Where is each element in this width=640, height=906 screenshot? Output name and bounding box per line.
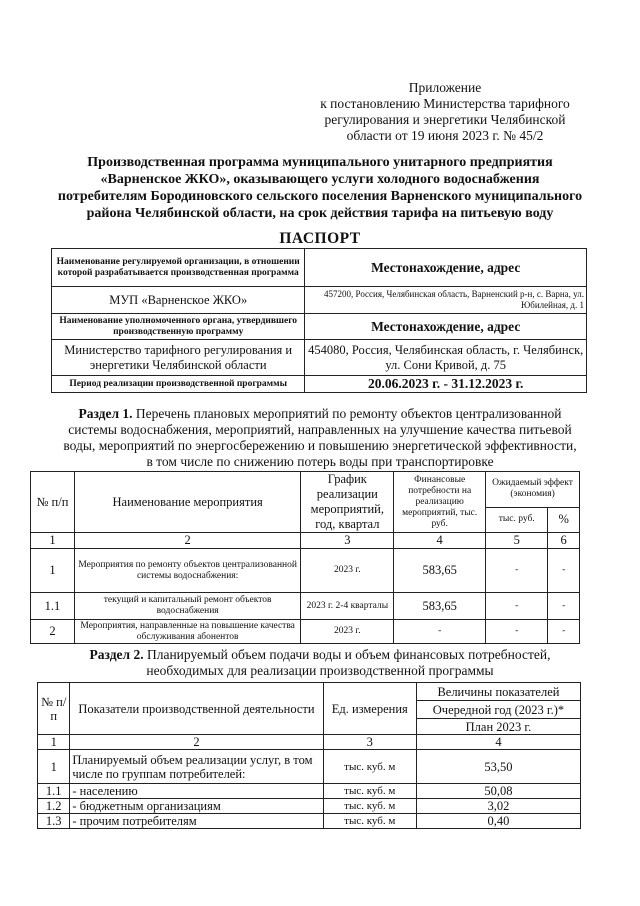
col-number: 3 [301,533,394,549]
row-num: 1.3 [38,814,70,829]
col-number: 4 [416,735,580,750]
row-schedule: 2023 г. 2-4 кварталы [301,593,394,620]
row-effect-pct: - [548,620,580,644]
authority-address: 454080, Россия, Челябинская область, г. Челябинск, ул. Сони Кривой, д. 75 [305,340,587,376]
row-finance: 583,65 [394,549,486,593]
header-next-year: Очередной год (2023 г.)* [416,701,580,719]
row-finance: - [394,620,486,644]
table-row [31,620,580,644]
row-unit: тыс. куб. м [323,750,416,784]
row-schedule: 2023 г. [301,549,394,593]
row-value: 3,02 [416,799,580,814]
header-num: № п/п [31,472,75,533]
appendix-note [300,80,590,144]
section1-title-line: воды, мероприятий по энергосбережению и повышению энергетической эффективности, [63,438,577,453]
row-indicator: - прочим потребителям [70,814,323,829]
org-location-header: Местонахождение, адрес [305,249,587,287]
authority-name: Министерство тарифного регулирования и энергетики Челябинской области [52,340,305,376]
section1-title-line: системы водоснабжения, мероприятий, направленных на улучшение качества питьевой [68,422,572,437]
row-value: 0,40 [416,814,580,829]
title-line: «Варненское ЖКО», оказывающего услуги холодного водоснабжения [100,172,540,187]
col-number: 3 [323,735,416,750]
appendix-line: регулирования и энергетики Челябинской [324,112,566,127]
period-value: 20.06.2023 г. - 31.12.2023 г. [305,376,587,393]
row-unit: тыс. куб. м [323,814,416,829]
authority-label: Наименование уполномоченного органа, утвердившего производственную программу [52,314,305,340]
row-num: 1.1 [31,593,75,620]
header-effect-pct: % [548,507,580,532]
row-name: Мероприятия, направленные на повышение качества обслуживания абонентов [74,620,301,644]
row-value: 50,08 [416,784,580,799]
org-address: 457200, Россия, Челябинская область, Варненский р-н, с. Варна, ул. Юбилейная, д. 1 [305,287,587,314]
table-row [38,750,581,784]
header-values: Величины показателей [416,683,580,701]
header-plan: План 2023 г. [416,719,580,735]
title-line: района Челябинской области, на срок действия тарифа на питьевую воду [86,206,554,221]
section1-title-line: в том числе по снижению потерь воды при транспортировке [146,454,494,469]
row-indicator: Планируемый объем реализации услуг, в том числе по группам потребителей: [70,750,323,784]
appendix-line: области от 19 июня 2023 г. № 45/2 [346,128,544,143]
row-indicator: - населению [70,784,323,799]
col-number: 2 [74,533,301,549]
row-schedule: 2023 г. [301,620,394,644]
row-unit: тыс. куб. м [323,799,416,814]
header-effect: Ожидаемый эффект (экономия) [486,472,580,508]
row-num: 1.2 [38,799,70,814]
title-line: потребителям Бородиновского сельского поселения Варненского муниципального [57,189,583,204]
authority-location-header: Местонахождение, адрес [305,314,587,340]
passport-table [51,248,587,393]
col-number: 6 [548,533,580,549]
row-value: 53,50 [416,750,580,784]
section2-title-line: Планируемый объем подачи воды и объем финансовых потребностей, [146,647,551,662]
row-effect-rub: - [486,549,548,593]
row-num: 2 [31,620,75,644]
header-effect-rub: тыс. руб. [486,507,548,532]
title-line: Производственная программа муниципального унитарного предприятия [87,155,553,170]
col-number: 5 [486,533,548,549]
section2-table [37,682,581,829]
col-number: 1 [31,533,75,549]
table-row [38,784,581,799]
table-row [38,814,581,829]
org-label: Наименование регулируемой организации, в отношении которой разрабатывается производственная программа [52,249,305,287]
section1-title-line: Перечень плановых мероприятий по ремонту объектов централизованной [135,406,562,421]
appendix-line: к постановлению Министерства тарифного [320,96,570,111]
period-label: Период реализации производственной программы [52,376,305,393]
row-effect-pct: - [548,593,580,620]
document-title [40,154,600,222]
table-row [38,799,581,814]
section2-heading [38,647,602,679]
section1-title-bold: Раздел 1. [78,406,133,421]
table-row [31,549,580,593]
row-num: 1 [31,549,75,593]
header-name: Наименование мероприятия [74,472,301,533]
table-row [31,593,580,620]
appendix-line: Приложение [408,80,482,95]
row-unit: тыс. куб. м [323,784,416,799]
section1-heading [38,406,602,470]
col-number: 1 [38,735,70,750]
row-num: 1 [38,750,70,784]
row-indicator: - бюджетным организациям [70,799,323,814]
row-effect-rub: - [486,620,548,644]
row-finance: 583,65 [394,593,486,620]
header-schedule: График реализации мероприятий, год, квартал [301,472,394,533]
section1-table [30,471,580,644]
section2-title-line: необходимых для реализации производственной программы [146,663,494,678]
passport-heading: ПАСПОРТ [279,230,361,247]
header-finance: Финансовые потребности на реализацию мероприятий, тыс. руб. [394,472,486,533]
header-unit: Ед. измерения [323,683,416,735]
col-number: 2 [70,735,323,750]
row-name: Мероприятия по ремонту объектов централизованной системы водоснабжения: [74,549,301,593]
section2-title-bold: Раздел 2. [89,647,144,662]
org-name: МУП «Варненское ЖКО» [52,287,305,314]
row-effect-pct: - [548,549,580,593]
col-number: 4 [394,533,486,549]
header-indicator: Показатели производственной деятельности [70,683,323,735]
row-num: 1.1 [38,784,70,799]
header-num: № п/п [38,683,70,735]
row-name: текущий и капитальный ремонт объектов водоснабжения [74,593,301,620]
row-effect-rub: - [486,593,548,620]
